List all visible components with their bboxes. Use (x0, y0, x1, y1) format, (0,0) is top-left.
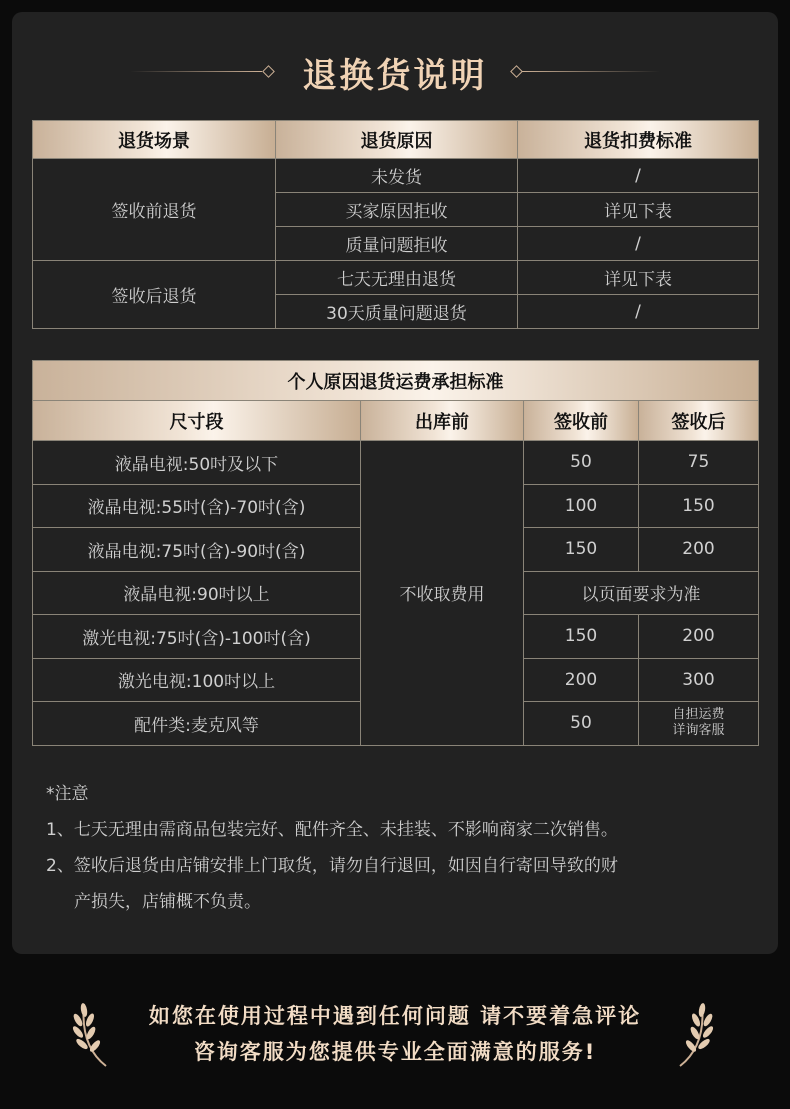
before-sign-cell: 150 (524, 615, 639, 659)
size-cell: 液晶电视:55吋(含)-70吋(含) (33, 484, 361, 528)
after-sign-cell: 300 (639, 658, 759, 702)
after-sign-cell: 75 (639, 441, 759, 485)
notes-section (46, 776, 766, 920)
table-row (33, 159, 759, 193)
table-row (33, 261, 759, 295)
header-size: 尺寸段 (33, 401, 361, 441)
table-header-row (33, 401, 759, 441)
page-title: 退换货说明 (302, 56, 488, 96)
header-after-sign: 签收后 (639, 401, 759, 441)
scene-cell: 签收后退货 (33, 261, 276, 329)
note-item-2-line-1: 2、签收后退货由店铺安排上门取货，请勿自行退回，如因自行寄回导致的财 (46, 856, 618, 876)
fee-cell: 详见下表 (518, 261, 759, 295)
table-title-row (33, 361, 759, 401)
before-sign-cell: 50 (524, 441, 639, 485)
reason-cell: 七天无理由退货 (276, 261, 518, 295)
reason-cell: 未发货 (276, 159, 518, 193)
footer-line-1: 如您在使用过程中遇到任何问题 请不要着急评论 (148, 1004, 642, 1028)
before-out-cell: 不收取费用 (361, 441, 524, 746)
fee-cell: / (518, 295, 759, 329)
size-cell: 液晶电视:90吋以上 (33, 571, 361, 615)
footer-line-2: 咨询客服为您提供专业全面满意的服务! (193, 1040, 597, 1064)
wheat-laurel-icon-right (672, 998, 720, 1068)
scene-cell: 签收前退货 (33, 159, 276, 261)
shipping-fee-table (32, 360, 759, 746)
note-item-2-line-2: 产损失，店铺概不负责。 (74, 892, 261, 912)
reason-cell: 买家原因拒收 (276, 193, 518, 227)
after-sign-cell: 200 (639, 528, 759, 572)
header-fee-standard: 退货扣费标准 (518, 121, 759, 159)
size-cell: 液晶电视:50吋及以下 (33, 441, 361, 485)
table-row (33, 441, 759, 485)
note-item-1: 1、七天无理由需商品包装完好、配件齐全、未挂装、不影响商家二次销售。 (46, 820, 618, 840)
notes-heading: *注意 (46, 784, 89, 804)
table-title: 个人原因退货运费承担标准 (33, 361, 759, 401)
header-before-sign: 签收前 (524, 401, 639, 441)
size-cell: 激光电视:75吋(含)-100吋(含) (33, 615, 361, 659)
return-scenario-table (32, 120, 759, 329)
after-sign-cell (639, 702, 759, 746)
reason-cell: 30天质量问题退货 (276, 295, 518, 329)
before-sign-cell: 50 (524, 702, 639, 746)
before-sign-cell: 200 (524, 658, 639, 702)
size-cell: 激光电视:100吋以上 (33, 658, 361, 702)
reason-cell: 质量问题拒收 (276, 227, 518, 261)
size-cell: 液晶电视:75吋(含)-90吋(含) (33, 528, 361, 572)
contact-service-text: 详询客服 (672, 723, 725, 739)
header-reason: 退货原因 (276, 121, 518, 159)
merged-fee-cell: 以页面要求为准 (524, 571, 759, 615)
table-header-row (33, 121, 759, 159)
title-divider-right (522, 71, 660, 72)
after-sign-cell: 200 (639, 615, 759, 659)
self-pay-text: 自担运费 (672, 707, 725, 723)
fee-cell: 详见下表 (518, 193, 759, 227)
after-sign-cell: 150 (639, 484, 759, 528)
before-sign-cell: 150 (524, 528, 639, 572)
before-sign-cell: 100 (524, 484, 639, 528)
header-scene: 退货场景 (33, 121, 276, 159)
footer-banner (0, 996, 790, 1076)
fee-cell: / (518, 159, 759, 193)
fee-cell: / (518, 227, 759, 261)
header-before-out: 出库前 (361, 401, 524, 441)
title-row (0, 44, 790, 100)
size-cell: 配件类:麦克风等 (33, 702, 361, 746)
